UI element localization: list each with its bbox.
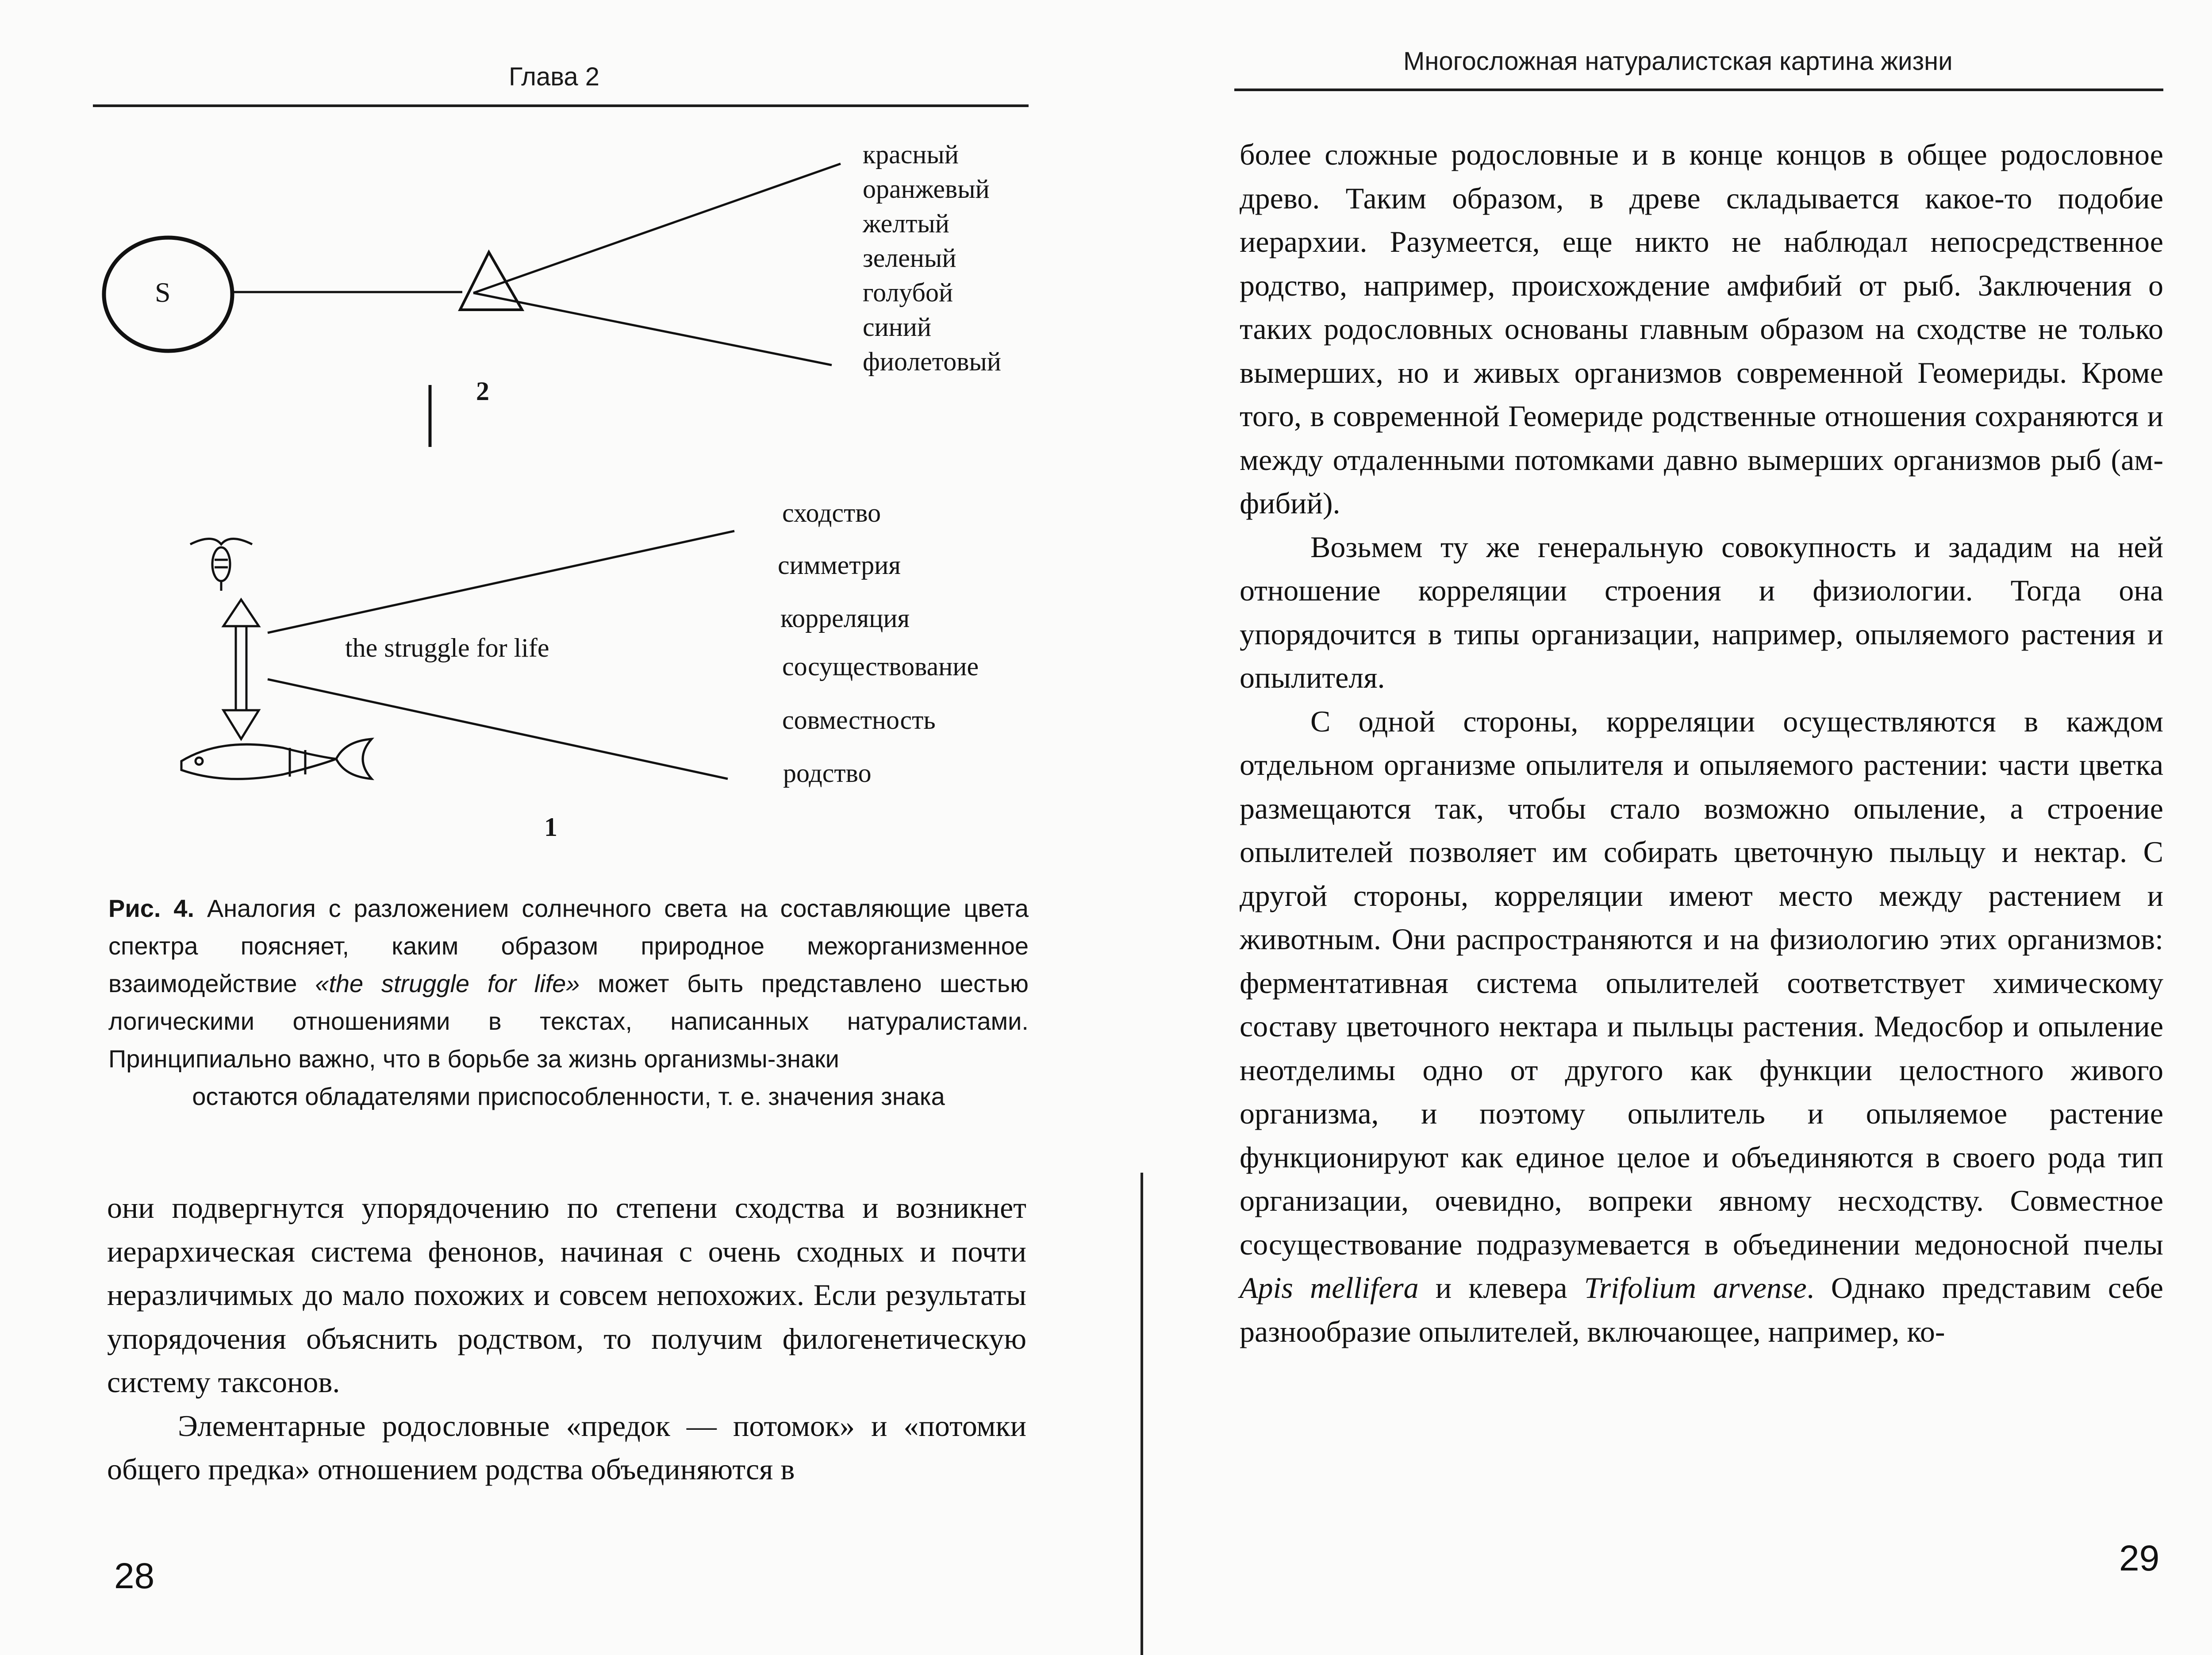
bee-icon: [190, 539, 252, 591]
caption-text-3: остаются обладателями приспособленности, т. е. значения знака: [192, 1082, 945, 1110]
spectrum-color-yellow: желтый: [863, 209, 949, 238]
left-paragraph-2: Элементарные родословные «предок — потомок» и «потомки общего предка» отношением родства объединяются в: [107, 1409, 1026, 1486]
running-head-right: Многосложная натуралистская картина жизни: [1403, 47, 1953, 76]
relation-ray-upper: [268, 531, 734, 633]
caption-text-1: Аналогия с разложением солнечного света на составляющие цвета спектра поясняет, каким образом природное межорганизменное взаимодействие: [108, 894, 1029, 997]
page-number-left: 28: [114, 1556, 155, 1596]
sun-label: S: [155, 277, 171, 308]
figure-number-2: 2: [476, 377, 489, 406]
relation-coexistence: сосуществование: [782, 652, 979, 681]
figure-caption: [108, 889, 1029, 1115]
spectrum-ray-upper: [473, 164, 841, 293]
spectrum-color-light-blue: голубой: [863, 278, 953, 307]
left-paragraph-1: они подвергнутся упорядочению по степени сходства и возникнет иерархическая система фенонов, начиная с очень сходных и почти неразличимых до мало похожих и совсем непохожих. Если результаты упорядочения объяснить родством, то получим филогенетическую систему таксонов.: [107, 1191, 1026, 1399]
spectrum-ray-lower: [473, 293, 832, 365]
fish-icon: [181, 739, 372, 779]
right-page: [1141, 0, 2212, 1655]
species-trifolium-arvense: Trifolium arvense: [1584, 1271, 1807, 1305]
struggle-label: the struggle for life: [345, 633, 549, 662]
figure-number-1: 1: [544, 812, 557, 842]
right-paragraph-1: более сложные родословные и в конце концов в общее родословное древо. Таким образом, в древе складывается какое-то подобие иерархии. Разумеется, еще никто не наблюдал непосредственное родство, например, происхождение амфибий от рыб. Заключения о таких родословных основаны главным образом на сходстве не только вымерших, но и живых организмов современной Геомериды. Кроме того, в современной Геомериде родственные отношения сохраняются и между отдаленными потомками давно вымерших организмов рыб (амфибий).: [1240, 138, 2163, 520]
spectrum-color-orange: оранжевый: [863, 174, 990, 204]
caption-text-2: может быть представлено шестью логическими отношениями в текстах, написанных натуралистами. Принципиально важно, что в борьбе за жизнь организмы-знаки: [108, 970, 1029, 1073]
right-body-text: [1240, 133, 2163, 1353]
right-paragraph-3-text-3: . Однако представим себе разнообразие опылителей, включающее, например, ко-: [1240, 1271, 2163, 1348]
caption-label: Рис. 4.: [108, 894, 195, 922]
right-paragraph-3-text-2: и клевера: [1418, 1271, 1584, 1305]
caption-italic: «the struggle for life»: [315, 970, 580, 997]
right-paragraph-2: Возьмем ту же генеральную совокупность и зададим на ней отношение корреляции строения и физиологии. Тогда она упорядочится в типы организации, например, опыляемого растения и опылителя.: [1240, 530, 2163, 694]
spectrum-color-red: красный: [863, 140, 959, 169]
right-paragraph-3-text-1: С одной стороны, корреляции осуществляются в каждом отдельном организме опылителя и опыляемого растении: части цветка размещаются так, чтобы стало возможно опыление, а строение опылителей позволяет им собирать цветочную пыльцу и нектар. С другой стороны, корреляции имеют место между растением и животным. Они распространяются и на физиологию этих организмов: ферментативная система опылителей соответствует химическому составу цветочного нектара и пыльцы растения. Медосбор и опыление неотделимы одно от другого как функции целостного живого организма, и поэтому опылитель и опыляемое растение функционируют как единое целое и объединяются в своего рода тип организации, очевидно, вопреки явному несходству. Совместное сосуществование подразумевается в объединении медоносной пчелы: [1240, 704, 2163, 1261]
running-head-left: Глава 2: [509, 62, 600, 91]
relation-kinship: родство: [783, 758, 872, 788]
relation-similarity: сходство: [782, 498, 881, 527]
relation-symmetry: симметрия: [778, 550, 901, 580]
relation-togetherness: совместность: [782, 705, 936, 735]
header-rule-left: [93, 104, 1029, 107]
spectrum-color-violet: фиолетовый: [863, 347, 1001, 376]
spectrum-color-blue: синий: [863, 312, 932, 342]
right-paragraph-3: [1240, 700, 2163, 1354]
left-body-text: [107, 1186, 1026, 1491]
spectrum-color-green: зеленый: [863, 243, 956, 273]
species-apis-mellifera: Apis mellifera: [1240, 1271, 1419, 1305]
figure-4: [88, 119, 1062, 863]
page-number-right: 29: [2119, 1538, 2160, 1578]
relation-correlation: корреляция: [780, 604, 910, 633]
header-rule-right: [1234, 89, 2163, 91]
relation-ray-lower: [268, 679, 728, 779]
spectrum-colors-list: [863, 137, 1001, 379]
double-arrow-icon: [223, 600, 259, 739]
